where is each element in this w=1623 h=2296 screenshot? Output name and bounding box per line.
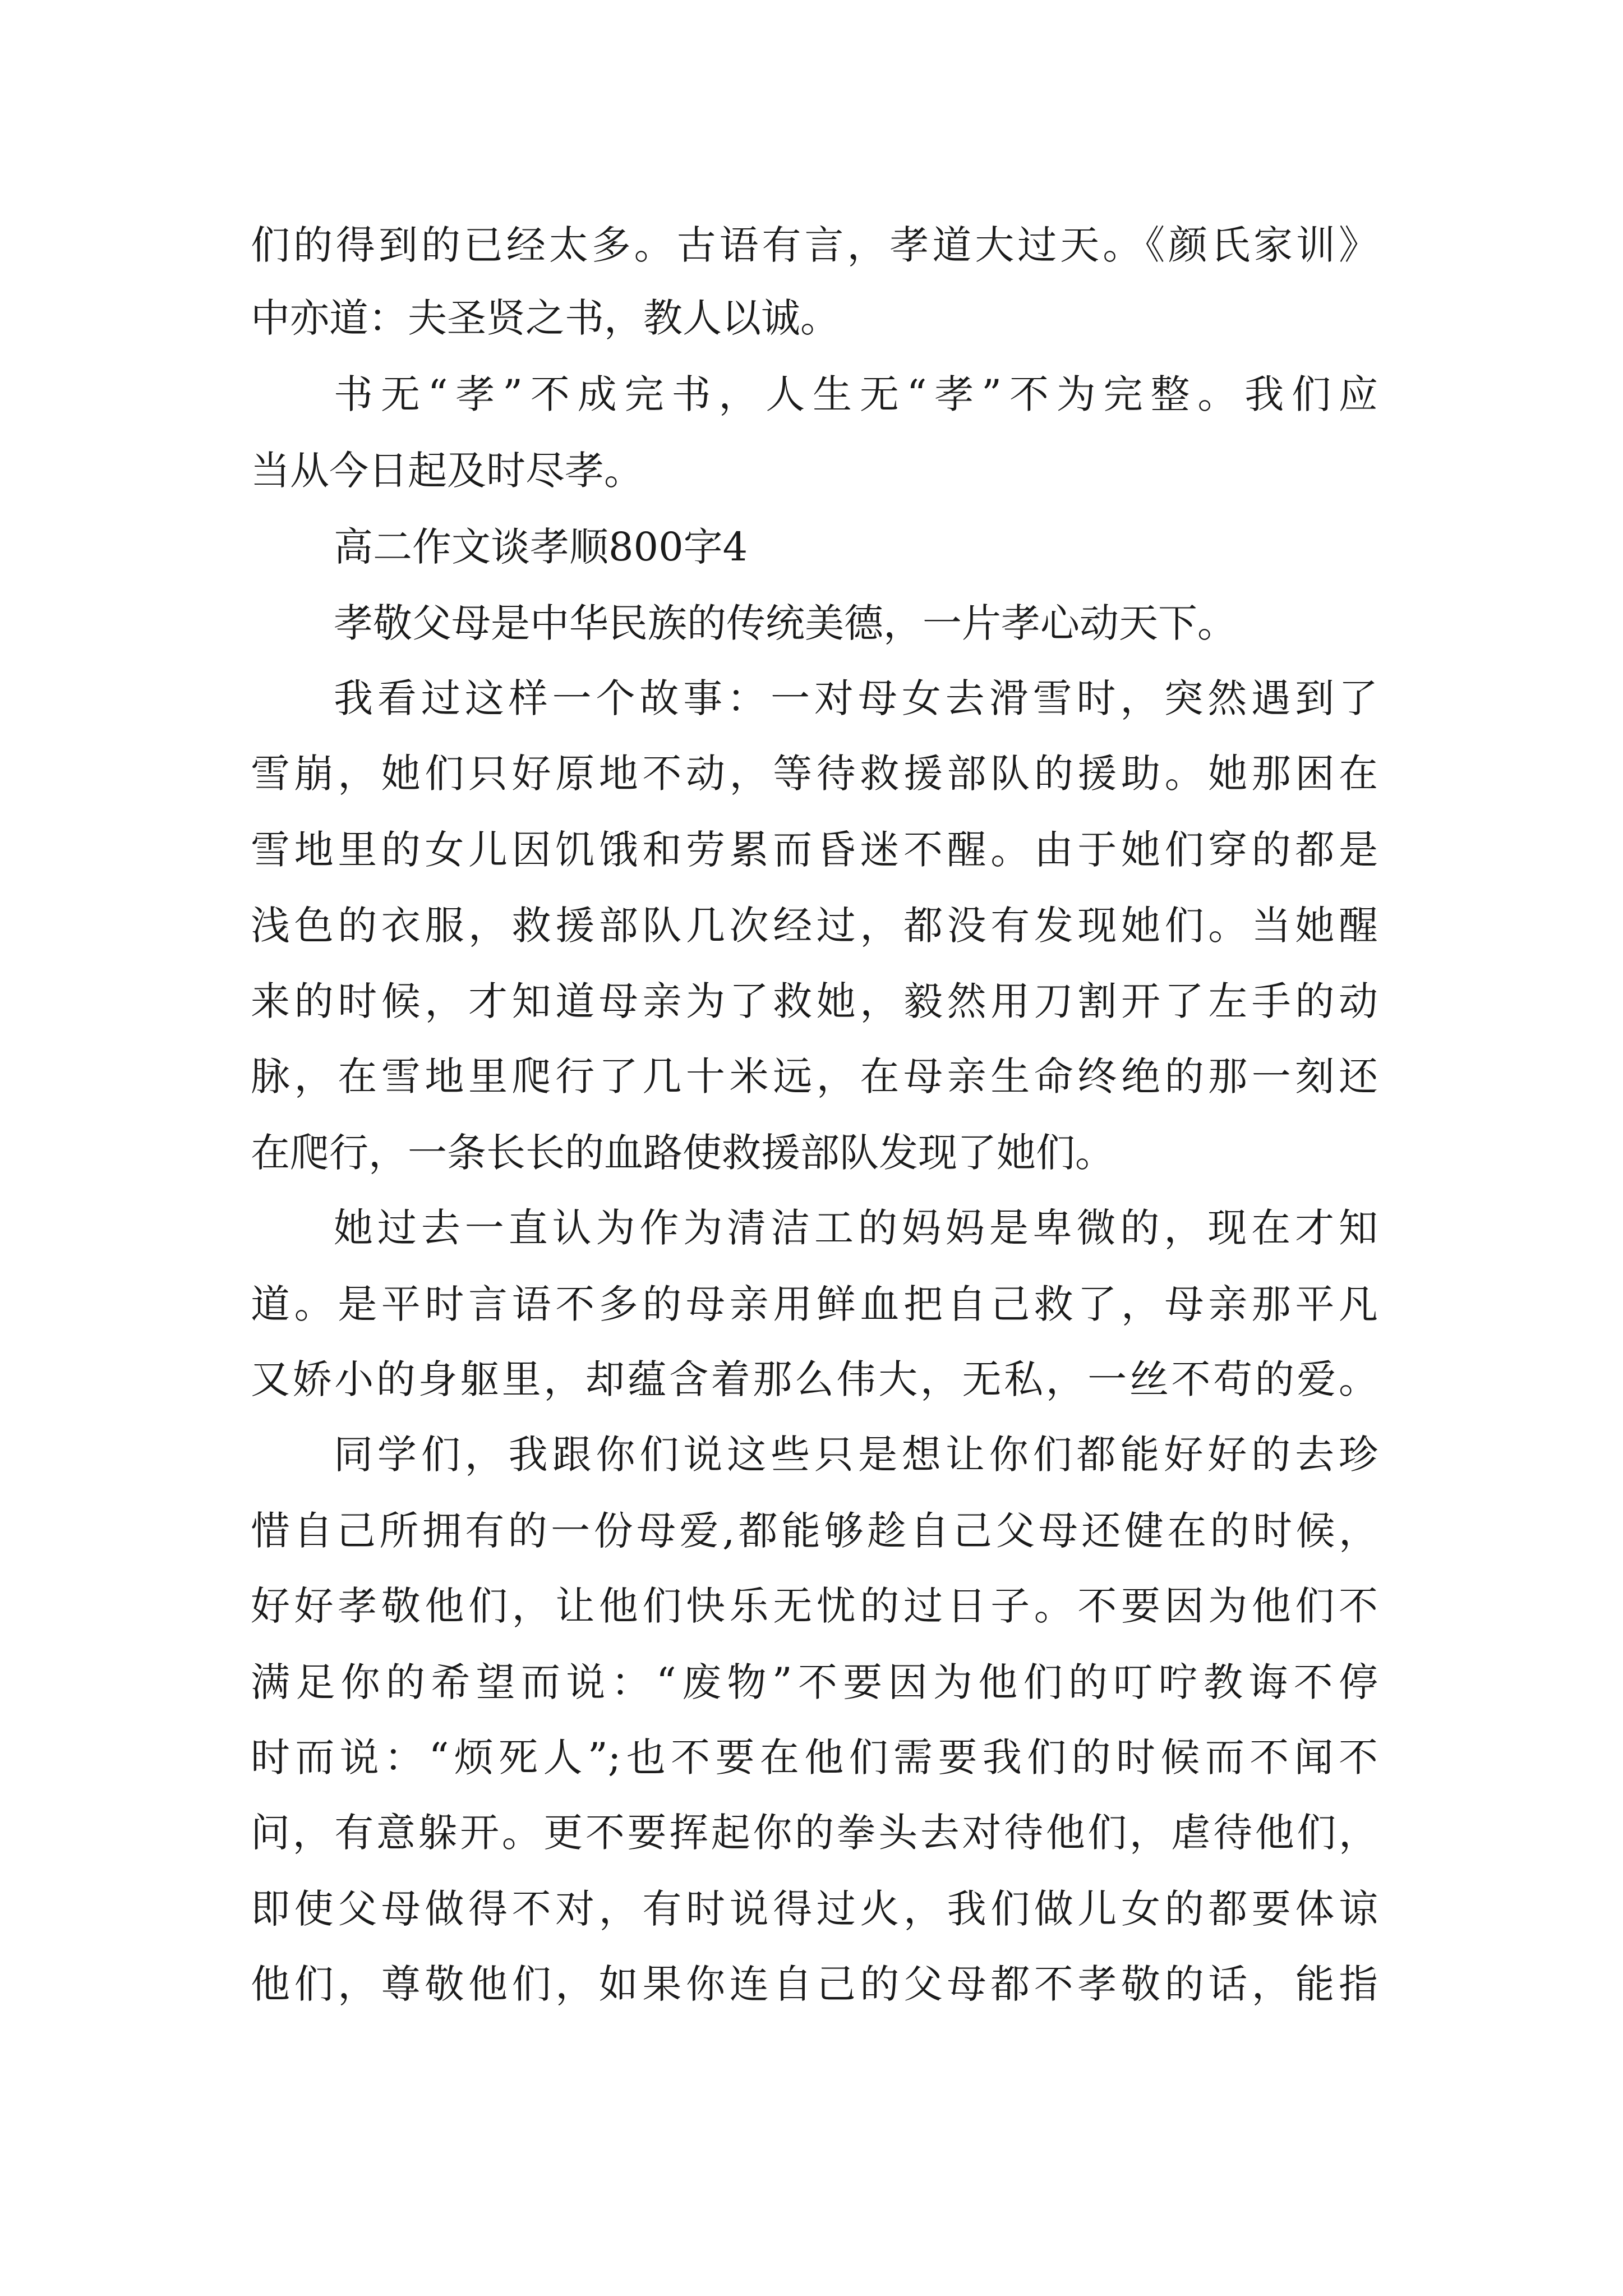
text-line: 雪崩，她们只好原地不动，等待救援部队的援助。她那困在 — [251, 751, 1378, 797]
text-line: 脉，在雪地里爬行了几十米远，在母亲生命终绝的那一刻还 — [251, 1053, 1378, 1099]
text-line: 即使父母做得不对，有时说得过火，我们做儿女的都要体谅 — [251, 1886, 1378, 1932]
text-line: 满足你的希望而说：“废物”不要因为他们的叮咛教诲不停 — [251, 1659, 1378, 1705]
section-heading: 高二作文谈孝顺800字4 — [334, 524, 748, 570]
text-line: 中亦道：夫圣贤之书，教人以诚。 — [251, 295, 840, 341]
text-line: 书无“孝”不成完书，人生无“孝”不为完整。我们应 — [334, 371, 1378, 417]
text-line: 雪地里的女儿因饥饿和劳累而昏迷不醒。由于她们穿的都是 — [251, 827, 1378, 873]
text-line: 浅色的衣服，救援部队几次经过，都没有发现她们。当她醒 — [251, 903, 1378, 949]
text-line: 时而说：“烦死人”;也不要在他们需要我们的时候而不闻不 — [251, 1734, 1378, 1780]
text-line: 她过去一直认为作为清洁工的妈妈是卑微的，现在才知 — [334, 1205, 1378, 1251]
text-line: 当从今日起及时尽孝。 — [251, 448, 643, 494]
text-line: 孝敬父母是中华民族的传统美德，一片孝心动天下。 — [334, 600, 1237, 646]
text-line: 道。是平时言语不多的母亲用鲜血把自己救了，母亲那平凡 — [251, 1281, 1378, 1327]
text-line: 我看过这样一个故事：一对母女去滑雪时，突然遇到了 — [334, 675, 1378, 721]
text-line: 好好孝敬他们，让他们快乐无忧的过日子。不要因为他们不 — [251, 1583, 1378, 1629]
text-line: 又娇小的身躯里，却蕴含着那么伟大，无私，一丝不苟的爱。 — [251, 1356, 1378, 1402]
text-line: 同学们，我跟你们说这些只是想让你们都能好好的去珍 — [334, 1432, 1378, 1478]
text-line: 惜自己所拥有的一份母爱,都能够趁自己父母还健在的时候， — [251, 1508, 1378, 1554]
text-line: 问，有意躲开。更不要挥起你的拳头去对待他们，虐待他们， — [251, 1810, 1378, 1856]
text-line: 来的时候，才知道母亲为了救她，毅然用刀割开了左手的动 — [251, 978, 1378, 1024]
text-line: 他们，尊敬他们，如果你连自己的父母都不孝敬的话，能指 — [251, 1961, 1378, 2007]
text-line: 们的得到的已经太多。古语有言，孝道大过天。《颜氏家训》 — [251, 222, 1378, 268]
text-line: 在爬行，一条长长的血路使救援部队发现了她们。 — [251, 1130, 1114, 1176]
